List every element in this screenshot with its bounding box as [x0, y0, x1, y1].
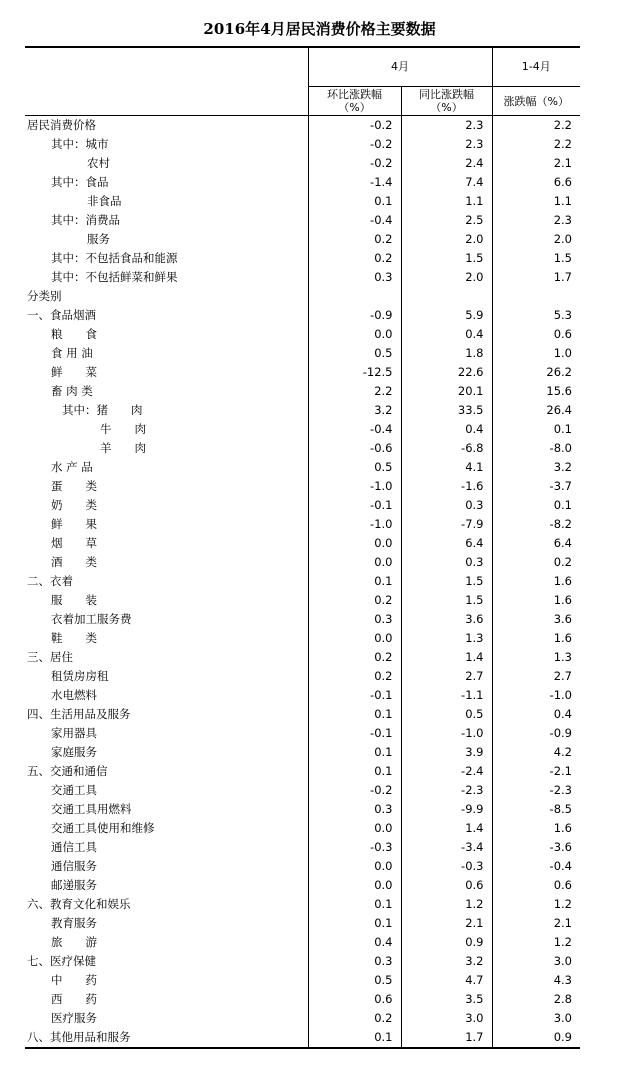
- row-ytd-value: 0.4: [492, 705, 580, 724]
- row-label: 鲜 果: [51, 517, 97, 531]
- row-label: 四、生活用品及服务: [27, 707, 131, 721]
- table-row: [25, 990, 580, 1009]
- table-row: [25, 914, 580, 933]
- row-label: 服务: [87, 232, 110, 246]
- table-row: [25, 895, 580, 914]
- table-row: [25, 249, 580, 268]
- row-label: 衣着加工服务费: [51, 612, 132, 626]
- table-row: [25, 173, 580, 192]
- table-row: [25, 116, 580, 136]
- table-row: [25, 439, 580, 458]
- row-mom-value: 0.1: [308, 572, 401, 591]
- row-mom-value: -0.4: [308, 420, 401, 439]
- table-row: [25, 325, 580, 344]
- row-mom-value: 0.1: [308, 762, 401, 781]
- row-mom-value: 0.1: [308, 705, 401, 724]
- table-row: [25, 629, 580, 648]
- row-mom-value: -0.4: [308, 211, 401, 230]
- table-row: [25, 933, 580, 952]
- row-label: 其中：消费品: [51, 213, 120, 227]
- row-label: 鞋 类: [51, 631, 97, 645]
- row-mom-value: 0.2: [308, 591, 401, 610]
- row-yoy-value: 4.1: [401, 458, 492, 477]
- row-ytd-value: 3.2: [492, 458, 580, 477]
- table-row: [25, 401, 580, 420]
- row-ytd-value: -0.4: [492, 857, 580, 876]
- row-label: 其中：不包括食品和能源: [51, 251, 178, 265]
- row-mom-value: 0.3: [308, 268, 401, 287]
- table-row: [25, 762, 580, 781]
- row-mom-value: 0.0: [308, 534, 401, 553]
- row-yoy-value: [401, 287, 492, 306]
- header-ytd-label: 涨跌幅（%）: [503, 94, 569, 108]
- row-mom-value: -0.2: [308, 781, 401, 800]
- row-ytd-value: 3.6: [492, 610, 580, 629]
- row-label: 旅 游: [51, 935, 97, 949]
- row-yoy-value: 3.9: [401, 743, 492, 762]
- row-yoy-value: -3.4: [401, 838, 492, 857]
- row-ytd-value: -3.7: [492, 477, 580, 496]
- row-ytd-value: 1.6: [492, 591, 580, 610]
- row-yoy-value: 3.2: [401, 952, 492, 971]
- row-yoy-value: 1.1: [401, 192, 492, 211]
- table-row: [25, 363, 580, 382]
- header-mom: [308, 87, 401, 116]
- row-yoy-value: 6.4: [401, 534, 492, 553]
- cpi-table: [25, 46, 580, 1049]
- table-row: [25, 1009, 580, 1028]
- row-yoy-value: -9.9: [401, 800, 492, 819]
- row-mom-value: 0.2: [308, 230, 401, 249]
- row-ytd-value: 0.6: [492, 876, 580, 895]
- row-yoy-value: -1.0: [401, 724, 492, 743]
- header-yoy-unit: （%）: [430, 101, 463, 114]
- row-label: 家用器具: [51, 726, 97, 740]
- table-row: [25, 800, 580, 819]
- row-mom-value: 0.2: [308, 667, 401, 686]
- row-label: 七、医疗保健: [27, 954, 96, 968]
- row-label: 通信服务: [51, 859, 97, 873]
- row-ytd-value: [492, 287, 580, 306]
- table-row: [25, 971, 580, 990]
- row-mom-value: 0.1: [308, 914, 401, 933]
- row-yoy-value: 1.4: [401, 819, 492, 838]
- row-yoy-value: -2.3: [401, 781, 492, 800]
- row-yoy-value: 1.7: [401, 1028, 492, 1048]
- row-label: 水电燃料: [51, 688, 97, 702]
- row-yoy-value: 0.9: [401, 933, 492, 952]
- row-ytd-value: 2.3: [492, 211, 580, 230]
- row-label: 食 用 油: [51, 346, 93, 360]
- row-ytd-value: 0.2: [492, 553, 580, 572]
- row-ytd-value: 1.6: [492, 819, 580, 838]
- row-ytd-value: 1.2: [492, 933, 580, 952]
- row-label: 烟 草: [51, 536, 97, 550]
- row-ytd-value: 0.9: [492, 1028, 580, 1048]
- row-ytd-value: -0.9: [492, 724, 580, 743]
- row-yoy-value: -1.1: [401, 686, 492, 705]
- row-mom-value: -0.1: [308, 496, 401, 515]
- table-row: [25, 268, 580, 287]
- row-yoy-value: 20.1: [401, 382, 492, 401]
- header-row-columns: [25, 87, 580, 116]
- row-yoy-value: 4.7: [401, 971, 492, 990]
- row-mom-value: -0.2: [308, 116, 401, 136]
- row-yoy-value: 1.5: [401, 591, 492, 610]
- row-ytd-value: 26.2: [492, 363, 580, 382]
- row-label: 一、食品烟酒: [27, 308, 96, 322]
- row-label: 农村: [87, 156, 110, 170]
- row-ytd-value: 26.4: [492, 401, 580, 420]
- row-label: 鲜 菜: [51, 365, 97, 379]
- row-label: 酒 类: [51, 555, 97, 569]
- table-row: [25, 686, 580, 705]
- table-row: [25, 648, 580, 667]
- table-row: [25, 192, 580, 211]
- row-mom-value: 0.2: [308, 1009, 401, 1028]
- row-label: 六、教育文化和娱乐: [27, 897, 131, 911]
- row-mom-value: 0.5: [308, 344, 401, 363]
- row-ytd-value: 1.3: [492, 648, 580, 667]
- table-row: [25, 515, 580, 534]
- row-mom-value: 0.1: [308, 743, 401, 762]
- row-ytd-value: 1.5: [492, 249, 580, 268]
- row-yoy-value: 1.2: [401, 895, 492, 914]
- table-row: [25, 591, 580, 610]
- row-yoy-value: 2.3: [401, 135, 492, 154]
- row-label: 牛 肉: [100, 422, 146, 436]
- row-yoy-value: 0.6: [401, 876, 492, 895]
- row-ytd-value: 2.7: [492, 667, 580, 686]
- row-yoy-value: 2.0: [401, 268, 492, 287]
- row-ytd-value: -8.5: [492, 800, 580, 819]
- row-yoy-value: 2.5: [401, 211, 492, 230]
- table-row: [25, 667, 580, 686]
- row-yoy-value: 2.7: [401, 667, 492, 686]
- table-row: [25, 743, 580, 762]
- table-row: [25, 135, 580, 154]
- row-label: 分类别: [27, 289, 62, 303]
- table-row: [25, 952, 580, 971]
- row-mom-value: 0.2: [308, 648, 401, 667]
- row-label: 服 装: [51, 593, 97, 607]
- row-yoy-value: 33.5: [401, 401, 492, 420]
- header-mom-unit: （%）: [338, 101, 371, 114]
- table-row: [25, 876, 580, 895]
- table-row: [25, 458, 580, 477]
- row-label: 羊 肉: [100, 441, 146, 455]
- row-ytd-value: 3.0: [492, 1009, 580, 1028]
- header-group-ytd: 1-4月: [492, 47, 580, 87]
- row-ytd-value: 1.0: [492, 344, 580, 363]
- table-row: [25, 230, 580, 249]
- row-mom-value: -1.0: [308, 515, 401, 534]
- row-mom-value: 0.3: [308, 800, 401, 819]
- row-yoy-value: 1.5: [401, 249, 492, 268]
- table-row: [25, 553, 580, 572]
- header-row-groups: [25, 47, 580, 87]
- header-yoy: [401, 87, 492, 116]
- table-row: [25, 154, 580, 173]
- row-label: 五、交通和通信: [27, 764, 108, 778]
- row-mom-value: 0.3: [308, 952, 401, 971]
- table-row: [25, 382, 580, 401]
- table-row: [25, 211, 580, 230]
- row-mom-value: 2.2: [308, 382, 401, 401]
- row-yoy-value: 1.4: [401, 648, 492, 667]
- row-label: 其中：猪 肉: [62, 403, 143, 417]
- table-row: [25, 838, 580, 857]
- row-ytd-value: 0.1: [492, 420, 580, 439]
- row-ytd-value: 6.4: [492, 534, 580, 553]
- row-yoy-value: -1.6: [401, 477, 492, 496]
- row-yoy-value: 1.8: [401, 344, 492, 363]
- table-row: [25, 420, 580, 439]
- row-ytd-value: 1.7: [492, 268, 580, 287]
- row-label: 中 药: [51, 973, 97, 987]
- row-label: 租赁房房租: [51, 669, 109, 683]
- row-mom-value: -0.1: [308, 724, 401, 743]
- table-row: [25, 572, 580, 591]
- row-label: 交通工具: [51, 783, 97, 797]
- row-yoy-value: 2.4: [401, 154, 492, 173]
- row-mom-value: 0.4: [308, 933, 401, 952]
- table-row: [25, 477, 580, 496]
- row-ytd-value: -3.6: [492, 838, 580, 857]
- row-ytd-value: 2.1: [492, 154, 580, 173]
- header-group-april: 4月: [308, 47, 492, 87]
- row-label: 医疗服务: [51, 1011, 97, 1025]
- row-label: 通信工具: [51, 840, 97, 854]
- row-mom-value: 0.2: [308, 249, 401, 268]
- row-mom-value: 0.0: [308, 325, 401, 344]
- table-row: [25, 344, 580, 363]
- row-label: 居民消费价格: [27, 118, 96, 132]
- row-mom-value: -0.2: [308, 135, 401, 154]
- row-yoy-value: 7.4: [401, 173, 492, 192]
- row-yoy-value: 0.3: [401, 553, 492, 572]
- row-ytd-value: 2.2: [492, 135, 580, 154]
- row-yoy-value: 3.0: [401, 1009, 492, 1028]
- row-ytd-value: 1.6: [492, 572, 580, 591]
- header-blank-cell: [25, 47, 308, 87]
- row-mom-value: [308, 287, 401, 306]
- row-mom-value: 0.0: [308, 819, 401, 838]
- page-title: 2016年4月居民消费价格主要数据: [203, 20, 436, 38]
- table-row: [25, 781, 580, 800]
- row-label: 交通工具使用和维修: [51, 821, 155, 835]
- row-ytd-value: 4.2: [492, 743, 580, 762]
- row-label: 家庭服务: [51, 745, 97, 759]
- row-label: 二、衣着: [27, 574, 73, 588]
- row-mom-value: 0.0: [308, 629, 401, 648]
- header-yoy-label: 同比涨跌幅: [419, 88, 474, 101]
- row-mom-value: 0.3: [308, 610, 401, 629]
- table-row: [25, 534, 580, 553]
- row-yoy-value: 2.0: [401, 230, 492, 249]
- table-row: [25, 724, 580, 743]
- table-row: [25, 705, 580, 724]
- table-row: [25, 610, 580, 629]
- table-row: [25, 857, 580, 876]
- row-yoy-value: -2.4: [401, 762, 492, 781]
- row-label: 其中：食品: [51, 175, 109, 189]
- row-mom-value: 3.2: [308, 401, 401, 420]
- header-ytd: [492, 87, 580, 116]
- row-label: 畜 肉 类: [51, 384, 93, 398]
- row-mom-value: -1.4: [308, 173, 401, 192]
- row-ytd-value: -2.3: [492, 781, 580, 800]
- header-blank-cell: [25, 87, 308, 116]
- row-yoy-value: 2.3: [401, 116, 492, 136]
- table-row: [25, 1028, 580, 1048]
- row-yoy-value: 1.5: [401, 572, 492, 591]
- row-yoy-value: 3.5: [401, 990, 492, 1009]
- table-row: [25, 306, 580, 325]
- row-label: 其中：不包括鲜菜和鲜果: [51, 270, 178, 284]
- row-ytd-value: 1.6: [492, 629, 580, 648]
- row-ytd-value: 4.3: [492, 971, 580, 990]
- table-row: [25, 819, 580, 838]
- row-mom-value: 0.0: [308, 876, 401, 895]
- row-ytd-value: 5.3: [492, 306, 580, 325]
- row-ytd-value: 1.1: [492, 192, 580, 211]
- header-mom-label: 环比涨跌幅: [327, 88, 382, 101]
- row-label: 邮递服务: [51, 878, 97, 892]
- row-label: 粮 食: [51, 327, 97, 341]
- row-ytd-value: 2.0: [492, 230, 580, 249]
- row-mom-value: 0.0: [308, 857, 401, 876]
- row-ytd-value: 3.0: [492, 952, 580, 971]
- row-mom-value: 0.5: [308, 971, 401, 990]
- row-label: 三、居住: [27, 650, 73, 664]
- table-row: [25, 496, 580, 515]
- row-mom-value: 0.1: [308, 895, 401, 914]
- row-label: 水 产 品: [51, 460, 93, 474]
- row-mom-value: 0.0: [308, 553, 401, 572]
- row-label: 教育服务: [51, 916, 97, 930]
- row-mom-value: -1.0: [308, 477, 401, 496]
- row-mom-value: -0.1: [308, 686, 401, 705]
- row-label: 非食品: [87, 194, 122, 208]
- row-ytd-value: 2.8: [492, 990, 580, 1009]
- row-yoy-value: 3.6: [401, 610, 492, 629]
- row-ytd-value: 0.6: [492, 325, 580, 344]
- row-ytd-value: 2.1: [492, 914, 580, 933]
- row-yoy-value: -0.3: [401, 857, 492, 876]
- table-row: [25, 287, 580, 306]
- row-label: 西 药: [51, 992, 97, 1006]
- row-mom-value: 0.6: [308, 990, 401, 1009]
- row-yoy-value: 22.6: [401, 363, 492, 382]
- row-label: 交通工具用燃料: [51, 802, 132, 816]
- row-mom-value: -0.3: [308, 838, 401, 857]
- row-mom-value: 0.1: [308, 1028, 401, 1048]
- row-ytd-value: -8.0: [492, 439, 580, 458]
- row-mom-value: 0.1: [308, 192, 401, 211]
- row-ytd-value: -2.1: [492, 762, 580, 781]
- row-ytd-value: -8.2: [492, 515, 580, 534]
- row-ytd-value: 15.6: [492, 382, 580, 401]
- row-ytd-value: 6.6: [492, 173, 580, 192]
- row-mom-value: 0.5: [308, 458, 401, 477]
- row-yoy-value: -6.8: [401, 439, 492, 458]
- row-label: 蛋 类: [51, 479, 97, 493]
- row-yoy-value: 2.1: [401, 914, 492, 933]
- row-yoy-value: 5.9: [401, 306, 492, 325]
- row-label: 奶 类: [51, 498, 97, 512]
- row-yoy-value: 0.4: [401, 420, 492, 439]
- row-ytd-value: 1.2: [492, 895, 580, 914]
- row-ytd-value: 2.2: [492, 116, 580, 136]
- row-mom-value: -0.2: [308, 154, 401, 173]
- row-mom-value: -12.5: [308, 363, 401, 382]
- row-ytd-value: 0.1: [492, 496, 580, 515]
- row-yoy-value: 1.3: [401, 629, 492, 648]
- row-mom-value: -0.6: [308, 439, 401, 458]
- row-label: 其中：城市: [51, 137, 109, 151]
- row-yoy-value: 0.3: [401, 496, 492, 515]
- row-yoy-value: -7.9: [401, 515, 492, 534]
- row-yoy-value: 0.4: [401, 325, 492, 344]
- row-label: 八、其他用品和服务: [25, 1028, 308, 1048]
- row-yoy-value: 0.5: [401, 705, 492, 724]
- row-mom-value: -0.9: [308, 306, 401, 325]
- row-ytd-value: -1.0: [492, 686, 580, 705]
